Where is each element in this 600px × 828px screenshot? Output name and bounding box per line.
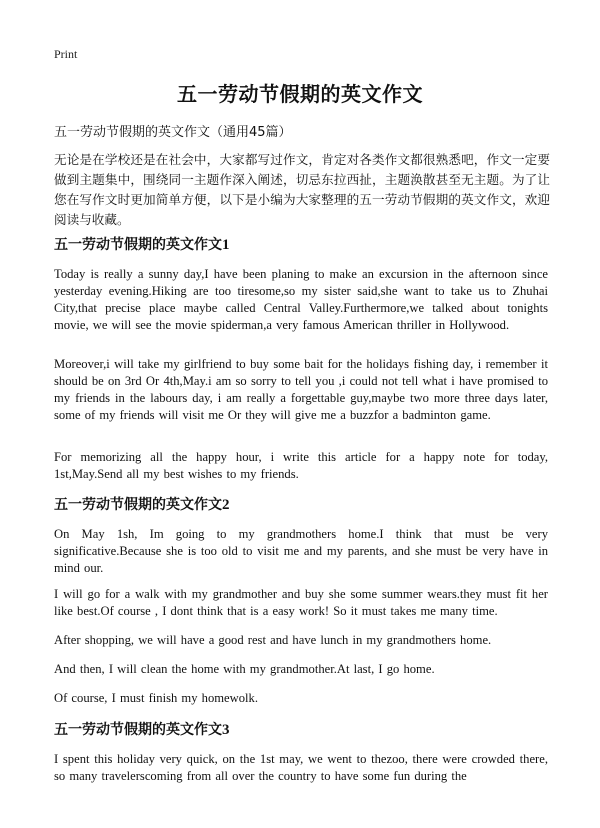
section-heading-1 (54, 234, 230, 254)
print-label[interactable]: Print (54, 47, 78, 61)
section-heading-text: 五一劳动节假期的英文作文 (54, 722, 222, 738)
document-title: 五一劳动节假期的英文作文 (177, 82, 423, 106)
section-3-paragraph-1: I spent this holiday very quick, on the 1st may, we went to thezoo, there were crowded there, so many travelerscoming from all over the country to have some fun during the (54, 752, 548, 783)
section-1-paragraph-2: Moreover,i will take my girlfriend to buy some bait for the holidays fishing day, i remember it should be on 3rd Or 4th,May.i am so sorry to tell you ,i could not tell what i have promised to my friends in the labours day, i am really a forgettable guy,maybe two more three days later, some of my friends will visit me Or they will give me a buzzfor a badminton game. (54, 357, 548, 422)
section-2-paragraph-1: On May 1sh, Im going to my grandmothers home.I think that must be very significative.Because she is too old to visit me and my parents, and she must be very have in mind our. (54, 527, 548, 575)
section-number: 2 (222, 497, 230, 513)
section-number: 3 (222, 722, 230, 738)
section-heading-3 (54, 719, 230, 739)
section-1-paragraph-1: Today is really a sunny day,I have been planing to make an excursion in the afternoon since yesterday evening.Hiking are too tiresome,so my sister said,she want to take us to Zhuhai City,that precise place maybe called Central Valley.Furthermore,we talked about tonights movie, we will see the movie spiderman,a very famous American thriller in Hollywood. (54, 267, 548, 332)
section-2-paragraph-3: After shopping, we will have a good rest and have lunch in my grandmothers home. (54, 633, 492, 647)
section-1-paragraph-3: For memorizing all the happy hour, i write this article for a happy note for today, 1st,May.Send all my best wishes to my friends. (54, 450, 548, 481)
section-heading-text: 五一劳动节假期的英文作文 (54, 497, 222, 513)
document-subtitle: 五一劳动节假期的英文作文（通用45篇） (54, 125, 292, 140)
section-number: 1 (222, 237, 230, 253)
intro-paragraph: 无论是在学校还是在社会中，大家都写过作文，肯定对各类作文都很熟悉吧，作文一定要做到主题集中，围绕同一主题作深入阐述，切忌东拉西扯，主题涣散甚至无主题。为了让您在写作文时更加简单方便，以下是小编为大家整理的五一劳动节假期的英文作文，欢迎阅读与收藏。 (54, 152, 550, 227)
section-2-paragraph-4: And then, I will clean the home with my grandmother.At last, I go home. (54, 662, 435, 676)
section-heading-text: 五一劳动节假期的英文作文 (54, 237, 222, 253)
section-2-paragraph-5: Of course, I must finish my homewolk. (54, 691, 258, 705)
section-heading-2 (54, 494, 230, 514)
section-2-paragraph-2: I will go for a walk with my grandmother and buy she some summer wears.they must fit her like best.Of course , I dont think that is a easy work! So it must takes me many time. (54, 587, 548, 618)
